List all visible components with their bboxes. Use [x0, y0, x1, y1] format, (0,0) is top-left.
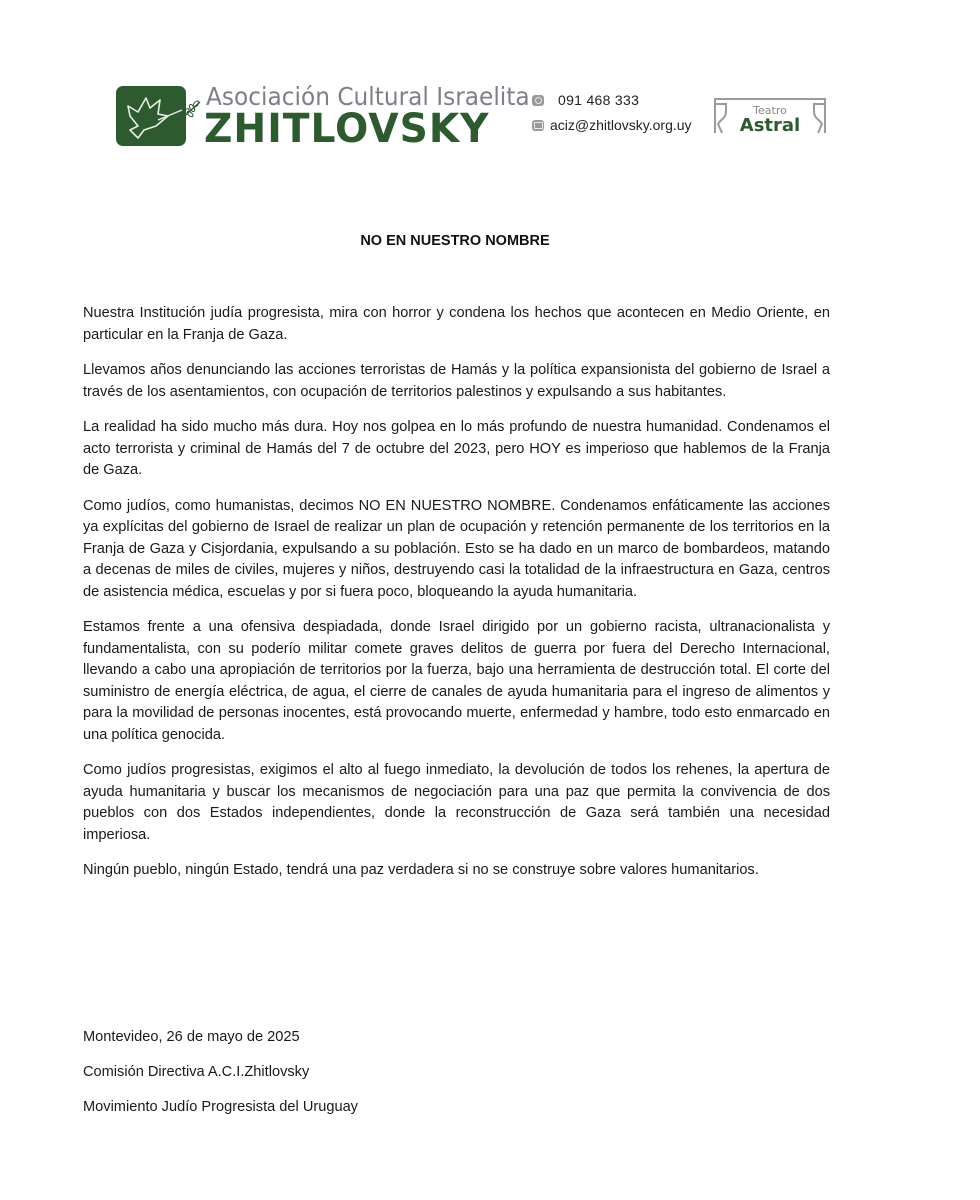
olive-branch-icon	[178, 98, 204, 124]
email-row	[532, 115, 712, 135]
signature-block	[83, 1029, 358, 1134]
place-date: Montevideo, 26 de mayo de 2025	[83, 1029, 300, 1045]
document-body	[83, 303, 830, 896]
whatsapp-icon	[532, 95, 544, 106]
phone-number: 091 468 333	[558, 92, 640, 108]
paragraph: Nuestra Institución judía progresista, mira con horror y condena los hechos que acontecen en Medio Oriente, en particular en la Franja de Gaza.	[83, 305, 830, 343]
paragraph: Como judíos progresistas, exigimos el alto al fuego inmediato, la devolución de todos los rehenes, la apertura de ayuda humanitaria y buscar los mecanismos de negociación para una paz que permita la convivencia de dos pueblos con dos Estados independientes, donde la reconstrucción de Gaza será también una necesidad imperiosa.	[83, 762, 830, 843]
teatro-astral-logo	[712, 96, 828, 136]
partner-logo-name: Astral	[739, 115, 801, 136]
letterhead	[116, 84, 836, 150]
signer-movement: Movimiento Judío Progresista del Uruguay	[83, 1099, 358, 1115]
paragraph: La realidad ha sido mucho más dura. Hoy nos golpea en lo más profundo de nuestra humanidad. Condenamos el acto terrorista y criminal de Hamás del 7 de octubre del 2023, pero HOY es imperioso que hablemos de la Franja de Gaza.	[83, 419, 830, 478]
mail-icon	[532, 120, 544, 131]
signer-commission: Comisión Directiva A.C.I.Zhitlovsky	[83, 1064, 310, 1080]
phone-row	[532, 90, 712, 110]
paragraph: Llevamos años denunciando las acciones terroristas de Hamás y la política expansionista del gobierno de Israel a través de los asentamientos, con ocupación de territorios palestinos y expulsando a sus habitantes.	[83, 362, 830, 400]
email-address: aciz@zhitlovsky.org.uy	[550, 117, 692, 133]
document-title: NO EN NUESTRO NOMBRE	[360, 233, 550, 249]
contact-info	[532, 90, 712, 140]
org-name: ZHITLOVSKY	[204, 106, 490, 152]
partner-logo-top: Teatro	[753, 104, 787, 117]
paragraph: Ningún pueblo, ningún Estado, tendrá una paz verdadera si no se construye sobre valores humanitarios.	[83, 862, 759, 878]
paragraph: Estamos frente a una ofensiva despiadada, donde Israel dirigido por un gobierno racista, ultranacionalista y fundamentalista, con su poderío militar comete graves delitos de guerra por fuera del Derecho Internacional, llevando a cabo una apropiación de territorios por la fuerza, bajo una herramienta de destrucción total. El corte del suministro de energía eléctrica, de agua, el cierre de canales de ayuda humanitaria para el ingreso de alimentos y para la movilidad de personas inocentes, está provocando muerte, enfermedad y hambre, todo esto enmarcado en una política genocida.	[83, 619, 830, 743]
org-subtitle: Asociación Cultural Israelita	[206, 82, 530, 111]
dove-olive-branch-icon	[116, 86, 186, 146]
paragraph: Como judíos, como humanistas, decimos NO EN NUESTRO NOMBRE. Condenamos enfáticamente las acciones ya explícitas del gobierno de Israel de realizar un plan de ocupación y retención permanente de los territorios en la Franja de Gaza y Cisjordania, expulsando a su población. Esto se ha dado en un marco de bombardeos, matando a decenas de miles de civiles, mujeres y niños, destruyendo casi la totalidad de la infraestructura en Gaza, centros de asistencia médica, escuelas y por si fuera poco, bloqueando la ayuda humanitaria.	[83, 497, 830, 600]
